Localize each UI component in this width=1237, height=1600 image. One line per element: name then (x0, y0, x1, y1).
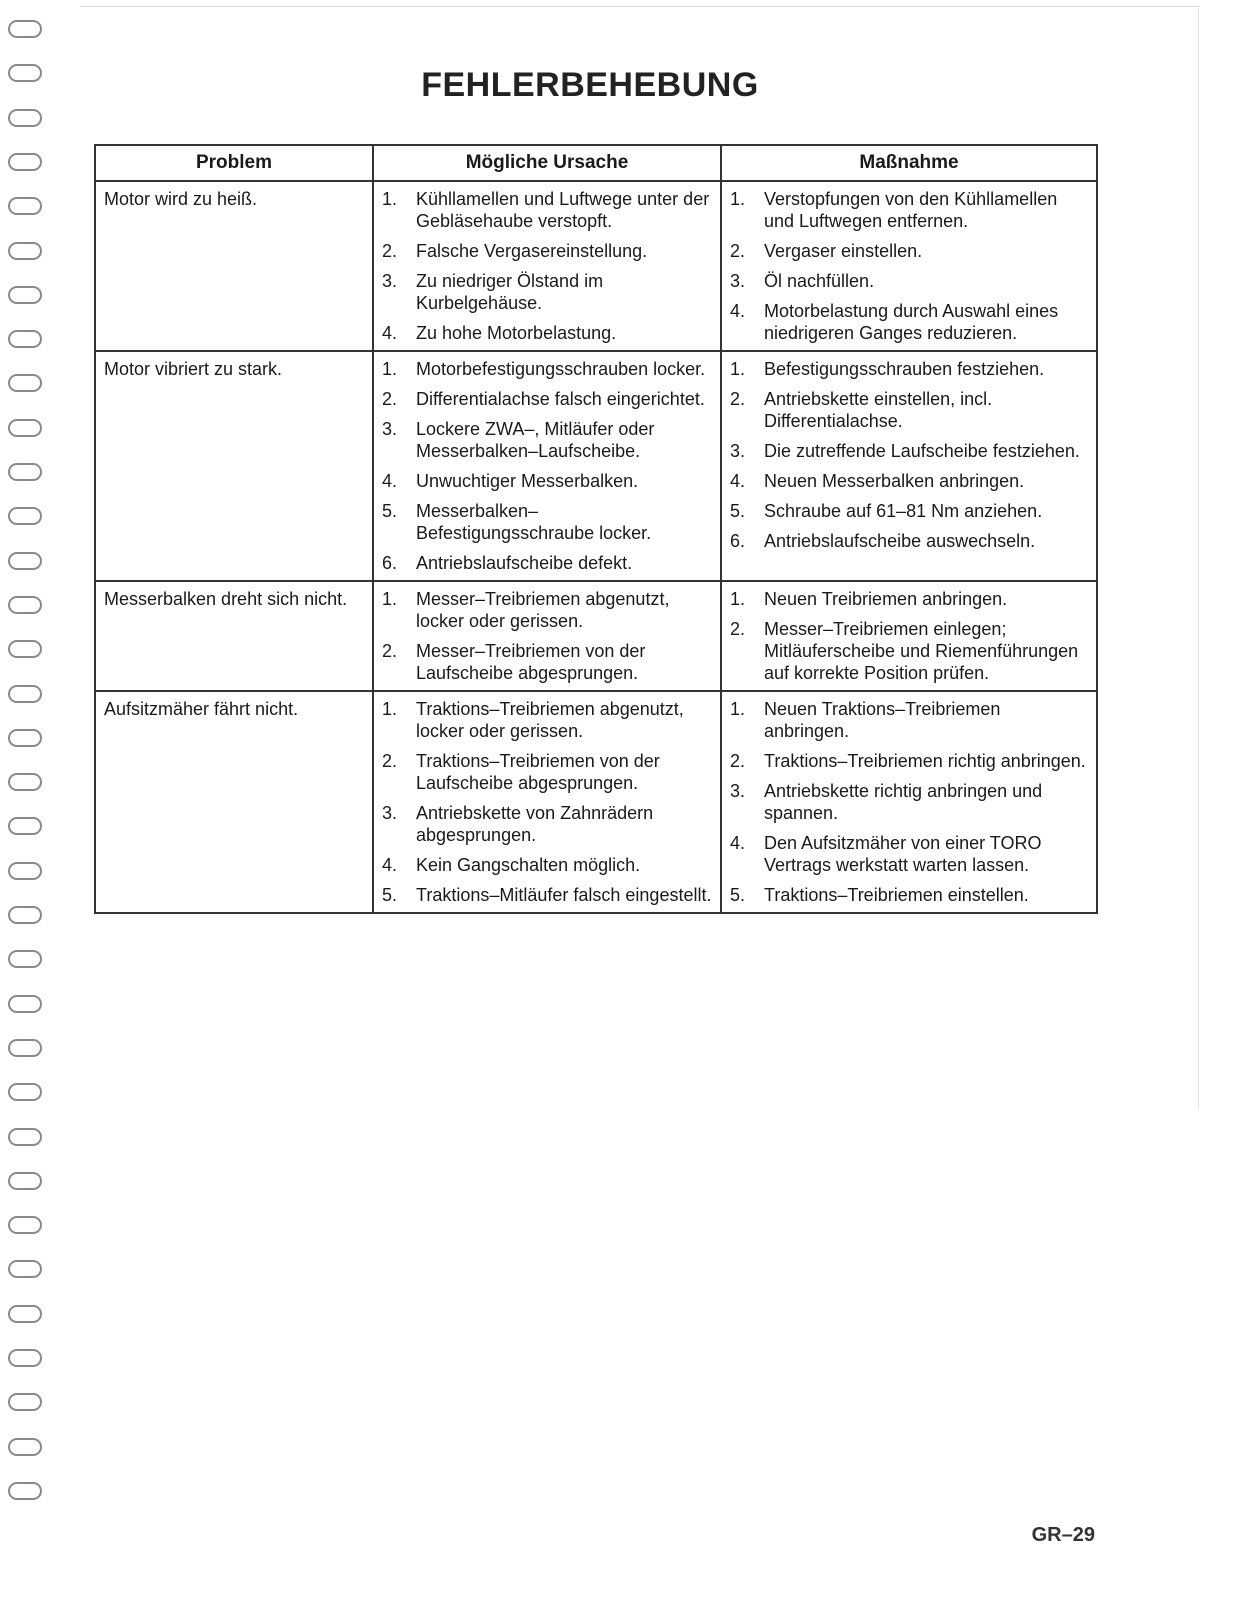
cause-item-text: Antriebskette von Zahnrädern abgesprungen. (416, 803, 654, 845)
action-cell (721, 691, 1097, 913)
cause-item-number: 3. (382, 419, 398, 439)
action-item-text: Verstopfungen von den Kühllamellen und Luftwegen entfernen. (764, 189, 1058, 231)
action-item-text: Neuen Traktions–Treibriemen anbringen. (764, 699, 1001, 741)
action-item-number: 1. (730, 699, 746, 719)
cause-item (382, 854, 712, 876)
action-item-number: 1. (730, 189, 746, 209)
problem-cell: Motor vibriert zu stark. (95, 351, 373, 581)
action-item-text: Antriebslaufscheibe auswechseln. (764, 531, 1036, 551)
binder-hole (8, 950, 42, 968)
cause-item-number: 1. (382, 589, 398, 609)
binder-hole (8, 330, 42, 348)
cause-item-text: Zu hohe Motorbelastung. (416, 323, 617, 343)
cause-item (382, 884, 712, 906)
binder-hole (8, 640, 42, 658)
cause-item (382, 188, 712, 232)
binder-hole (8, 153, 42, 171)
cause-item-text: Kühllamellen und Luftwege unter der Gebläsehaube verstopft. (416, 189, 710, 231)
action-item-number: 3. (730, 441, 746, 461)
cause-cell (373, 181, 721, 351)
cause-item-number: 2. (382, 389, 398, 409)
action-item (730, 750, 1088, 772)
binder-hole (8, 1349, 42, 1367)
table-row (95, 351, 1097, 581)
action-item-text: Messer–Treibriemen einlegen; Mitläuferscheibe und Riemenführungen auf korrekte Position prüfen. (764, 619, 1079, 683)
cause-item-number: 3. (382, 803, 398, 823)
binder-hole (8, 109, 42, 127)
binder-hole (8, 507, 42, 525)
action-item-text: Vergaser einstellen. (764, 241, 923, 261)
action-item-number: 4. (730, 833, 746, 853)
action-item (730, 500, 1088, 522)
action-item (730, 470, 1088, 492)
action-item (730, 832, 1088, 876)
action-item-number: 4. (730, 301, 746, 321)
cause-item-number: 4. (382, 323, 398, 343)
binder-hole (8, 995, 42, 1013)
action-item-text: Antriebskette einstellen, incl. Differentialachse. (764, 389, 993, 431)
cause-item-text: Motorbefestigungsschrauben locker. (416, 359, 706, 379)
action-item-text: Den Aufsitzmäher von einer TORO Vertrags werkstatt warten lassen. (764, 833, 1042, 875)
action-item-number: 2. (730, 619, 746, 639)
cause-item (382, 698, 712, 742)
cause-item-number: 3. (382, 271, 398, 291)
action-item (730, 388, 1088, 432)
action-item-number: 1. (730, 589, 746, 609)
action-item-text: Befestigungsschrauben festziehen. (764, 359, 1045, 379)
action-item (730, 618, 1088, 684)
cause-item (382, 388, 712, 410)
cause-item-text: Zu niedriger Ölstand im Kurbelgehäuse. (416, 271, 604, 313)
cause-item (382, 640, 712, 684)
action-item (730, 358, 1088, 380)
binder-hole (8, 197, 42, 215)
problem-cell: Motor wird zu heiß. (95, 181, 373, 351)
binder-hole (8, 552, 42, 570)
binder-hole (8, 1172, 42, 1190)
cause-item (382, 358, 712, 380)
binder-hole (8, 20, 42, 38)
cause-cell (373, 351, 721, 581)
action-item-number: 6. (730, 531, 746, 551)
binder-hole (8, 685, 42, 703)
action-item (730, 884, 1088, 906)
cause-item (382, 552, 712, 574)
header-problem: Problem (95, 145, 373, 181)
action-item-number: 2. (730, 751, 746, 771)
action-item-text: Traktions–Treibriemen einstellen. (764, 885, 1029, 905)
action-item-text: Öl nachfüllen. (764, 271, 875, 291)
action-cell (721, 181, 1097, 351)
action-item-number: 1. (730, 359, 746, 379)
action-item (730, 270, 1088, 292)
cause-item (382, 322, 712, 344)
problem-cell: Messerbalken dreht sich nicht. (95, 581, 373, 691)
binder-hole (8, 1393, 42, 1411)
cause-item-text: Traktions–Mitläufer falsch eingestellt. (416, 885, 712, 905)
binder-hole (8, 286, 42, 304)
binder-hole (8, 1039, 42, 1057)
action-item (730, 698, 1088, 742)
cause-item (382, 750, 712, 794)
cause-item-number: 2. (382, 241, 398, 261)
binder-hole (8, 374, 42, 392)
binder-hole (8, 773, 42, 791)
header-action: Maßnahme (721, 145, 1097, 181)
cause-item (382, 500, 712, 544)
cause-item (382, 418, 712, 462)
binder-hole (8, 596, 42, 614)
cause-item-number: 2. (382, 641, 398, 661)
action-item-text: Die zutreffende Laufscheibe festziehen. (764, 441, 1080, 461)
table-header-row (95, 145, 1097, 181)
binder-hole (8, 1438, 42, 1456)
cause-item-text: Messer–Treibriemen von der Laufscheibe abgesprungen. (416, 641, 646, 683)
action-item-number: 3. (730, 271, 746, 291)
binder-hole (8, 817, 42, 835)
action-item-number: 2. (730, 389, 746, 409)
table-row (95, 181, 1097, 351)
cause-item-text: Messerbalken– Befestigungsschraube locker. (416, 501, 652, 543)
action-item-text: Traktions–Treibriemen richtig anbringen. (764, 751, 1086, 771)
cause-item-number: 5. (382, 501, 398, 521)
binder-hole (8, 419, 42, 437)
cause-item-number: 2. (382, 751, 398, 771)
action-item-text: Neuen Messerbalken anbringen. (764, 471, 1025, 491)
cause-item-number: 5. (382, 885, 398, 905)
cause-item-text: Kein Gangschalten möglich. (416, 855, 641, 875)
action-item-number: 4. (730, 471, 746, 491)
cause-item (382, 270, 712, 314)
action-item-text: Schraube auf 61–81 Nm anziehen. (764, 501, 1043, 521)
binder-hole (8, 862, 42, 880)
cause-item-text: Traktions–Treibriemen von der Laufscheibe abgesprungen. (416, 751, 660, 793)
action-item (730, 240, 1088, 262)
right-edge-rule (1198, 8, 1199, 1108)
binder-hole (8, 1305, 42, 1323)
cause-item (382, 588, 712, 632)
cause-item-text: Falsche Vergasereinstellung. (416, 241, 648, 261)
action-item (730, 588, 1088, 610)
cause-item-number: 1. (382, 699, 398, 719)
table-row (95, 691, 1097, 913)
binder-hole (8, 1482, 42, 1500)
binder-hole (8, 1128, 42, 1146)
binder-hole (8, 1260, 42, 1278)
action-item (730, 530, 1088, 552)
action-item-text: Motorbelastung durch Auswahl eines niedrigeren Ganges reduzieren. (764, 301, 1059, 343)
cause-item-number: 4. (382, 855, 398, 875)
action-item-text: Neuen Treibriemen anbringen. (764, 589, 1008, 609)
binder-hole (8, 242, 42, 260)
cause-item-text: Lockere ZWA–, Mitläufer oder Messerbalken–Laufscheibe. (416, 419, 655, 461)
binder-hole (8, 1083, 42, 1101)
troubleshooting-table (94, 144, 1098, 914)
header-cause: Mögliche Ursache (373, 145, 721, 181)
table-body (95, 181, 1097, 913)
cause-cell (373, 691, 721, 913)
action-item (730, 440, 1088, 462)
action-item (730, 300, 1088, 344)
page-title: FEHLERBEHEBUNG (421, 66, 759, 104)
page-number: GR–29 (1031, 1524, 1095, 1546)
binder-hole (8, 906, 42, 924)
top-edge-rule (80, 6, 1200, 7)
cause-item-text: Differentialachse falsch eingerichtet. (416, 389, 705, 409)
cause-item-text: Unwuchtiger Messerbalken. (416, 471, 639, 491)
action-item-number: 5. (730, 885, 746, 905)
cause-item-text: Antriebslaufscheibe defekt. (416, 553, 633, 573)
cause-item (382, 240, 712, 262)
action-cell (721, 351, 1097, 581)
cause-item-number: 6. (382, 553, 398, 573)
action-item-text: Antriebskette richtig anbringen und spannen. (764, 781, 1043, 823)
action-item-number: 3. (730, 781, 746, 801)
cause-item-text: Messer–Treibriemen abgenutzt, locker oder gerissen. (416, 589, 670, 631)
action-item-number: 5. (730, 501, 746, 521)
cause-item (382, 470, 712, 492)
action-item (730, 188, 1088, 232)
cause-item (382, 802, 712, 846)
action-item-number: 2. (730, 241, 746, 261)
binder-hole (8, 463, 42, 481)
binder-holes (0, 0, 50, 1600)
cause-item-number: 4. (382, 471, 398, 491)
action-item (730, 780, 1088, 824)
action-cell (721, 581, 1097, 691)
cause-item-number: 1. (382, 189, 398, 209)
cause-cell (373, 581, 721, 691)
cause-item-text: Traktions–Treibriemen abgenutzt, locker oder gerissen. (416, 699, 684, 741)
problem-cell: Aufsitzmäher fährt nicht. (95, 691, 373, 913)
binder-hole (8, 1216, 42, 1234)
table-row (95, 581, 1097, 691)
binder-hole (8, 729, 42, 747)
cause-item-number: 1. (382, 359, 398, 379)
